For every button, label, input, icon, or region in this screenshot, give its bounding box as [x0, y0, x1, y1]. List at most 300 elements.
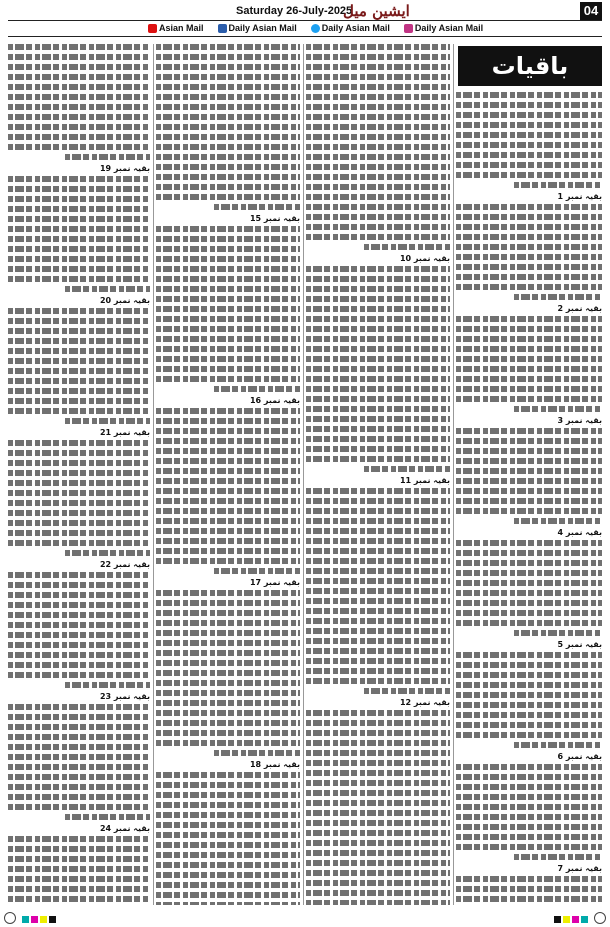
text-line — [156, 84, 300, 90]
text-line — [306, 134, 450, 140]
text-line — [8, 836, 150, 842]
text-line — [156, 832, 300, 838]
continuation-heading: بقیہ نمبر 7 — [557, 864, 602, 873]
text-line — [8, 876, 150, 882]
text-line — [156, 296, 300, 302]
continuation-heading: بقیہ نمبر 4 — [557, 528, 602, 537]
text-line — [156, 690, 300, 696]
text-line — [306, 194, 450, 200]
text-line — [456, 214, 602, 220]
text-line — [8, 114, 150, 120]
text-line — [156, 94, 300, 100]
continuation-heading: بقیہ نمبر 1 — [557, 192, 602, 201]
continuation-heading: بقیہ نمبر 20 — [99, 296, 150, 305]
text-line — [8, 176, 150, 182]
text-line — [8, 592, 150, 598]
text-line — [156, 842, 300, 848]
column-divider — [153, 44, 154, 905]
text-line — [306, 638, 450, 644]
continuation-heading: بقیہ نمبر 17 — [249, 578, 300, 587]
header-rule — [8, 20, 602, 21]
text-line — [8, 886, 150, 892]
text-line — [306, 74, 450, 80]
text-line — [156, 256, 300, 262]
color-swatches — [22, 916, 56, 923]
text-line — [306, 628, 450, 634]
text-line — [456, 132, 602, 138]
text-line — [8, 460, 150, 466]
text-line — [8, 378, 150, 384]
text-line — [456, 234, 602, 240]
text-line — [306, 568, 450, 574]
text-line — [8, 856, 150, 862]
text-line — [8, 246, 150, 252]
text-line — [456, 712, 602, 718]
text-line — [8, 714, 150, 720]
text-line — [456, 498, 602, 504]
text-line — [456, 122, 602, 128]
social-youtube[interactable]: Asian Mail — [148, 23, 204, 33]
text-line — [8, 764, 150, 770]
text-line — [456, 794, 602, 800]
continuation-heading: بقیہ نمبر 15 — [249, 214, 300, 223]
text-line — [306, 608, 450, 614]
text-line — [156, 134, 300, 140]
text-line — [456, 396, 602, 402]
text-line — [306, 518, 450, 524]
text-line — [8, 144, 150, 150]
text-line — [456, 428, 602, 434]
text-line — [306, 214, 450, 220]
text-line — [456, 336, 602, 342]
text-line — [8, 338, 150, 344]
text-line — [8, 206, 150, 212]
text-line — [306, 276, 450, 282]
text-line — [456, 824, 602, 830]
text-line — [306, 740, 450, 746]
text-line — [306, 114, 450, 120]
text-line — [156, 852, 300, 858]
continuation-heading: بقیہ نمبر 19 — [99, 164, 150, 173]
text-line — [156, 802, 300, 808]
text-line — [306, 44, 450, 50]
text-line — [8, 754, 150, 760]
text-line — [8, 632, 150, 638]
text-line — [306, 870, 450, 876]
text-line — [8, 672, 150, 678]
text-line — [156, 508, 300, 514]
text-line — [156, 366, 300, 372]
text-line — [8, 572, 150, 578]
text-line — [456, 876, 602, 882]
continuation-heading: بقیہ نمبر 24 — [99, 824, 150, 833]
text-line — [306, 266, 450, 272]
text-line — [156, 286, 300, 292]
text-line — [456, 570, 602, 576]
text-line — [8, 398, 150, 404]
text-line — [156, 194, 300, 200]
text-line — [8, 724, 150, 730]
text-line — [456, 834, 602, 840]
text-line — [156, 862, 300, 868]
text-line — [306, 64, 450, 70]
text-line — [8, 266, 150, 272]
text-line — [156, 498, 300, 504]
print-marks — [0, 911, 610, 927]
text-line — [156, 458, 300, 464]
text-line — [456, 346, 602, 352]
text-line — [156, 782, 300, 788]
text-line — [8, 226, 150, 232]
text-line — [456, 732, 602, 738]
youtube-icon — [148, 24, 157, 33]
text-line — [8, 530, 150, 536]
text-line — [306, 306, 450, 312]
text-line — [8, 318, 150, 324]
text-line — [306, 144, 450, 150]
text-line — [306, 810, 450, 816]
text-line — [156, 184, 300, 190]
page-header — [8, 2, 602, 40]
text-line — [156, 630, 300, 636]
text-line — [8, 794, 150, 800]
text-line — [306, 164, 450, 170]
text-line — [8, 774, 150, 780]
text-line — [306, 234, 450, 240]
text-line — [8, 500, 150, 506]
text-line — [156, 438, 300, 444]
text-line — [156, 528, 300, 534]
text-line — [156, 236, 300, 242]
text-line — [8, 450, 150, 456]
text-line — [456, 244, 602, 250]
text-line — [456, 886, 602, 892]
text-line — [514, 630, 602, 636]
text-line — [456, 112, 602, 118]
continuation-heading: بقیہ نمبر 5 — [557, 640, 602, 649]
text-line — [156, 376, 300, 382]
text-line — [306, 780, 450, 786]
text-line — [456, 682, 602, 688]
text-line — [306, 588, 450, 594]
text-line — [514, 406, 602, 412]
text-line — [156, 872, 300, 878]
text-line — [456, 458, 602, 464]
text-line — [306, 204, 450, 210]
text-line — [156, 306, 300, 312]
text-line — [306, 426, 450, 432]
text-line — [456, 896, 602, 902]
text-line — [456, 540, 602, 546]
text-line — [306, 406, 450, 412]
text-line — [8, 520, 150, 526]
text-line — [306, 446, 450, 452]
text-line — [456, 254, 602, 260]
text-line — [306, 174, 450, 180]
twitter-icon — [311, 24, 320, 33]
text-line — [156, 418, 300, 424]
social-facebook[interactable]: Daily Asian Mail — [218, 23, 297, 33]
text-line — [456, 764, 602, 770]
text-line — [306, 618, 450, 624]
text-line — [306, 880, 450, 886]
text-line — [306, 900, 450, 905]
text-line — [456, 814, 602, 820]
article-column — [8, 44, 150, 905]
text-line — [456, 662, 602, 668]
text-line — [156, 428, 300, 434]
text-line — [156, 720, 300, 726]
text-line — [156, 226, 300, 232]
text-line — [364, 688, 450, 694]
text-line — [156, 114, 300, 120]
text-line — [306, 296, 450, 302]
text-line — [306, 124, 450, 130]
continuation-heading: بقیہ نمبر 10 — [399, 254, 450, 263]
text-line — [156, 590, 300, 596]
text-line — [8, 440, 150, 446]
text-line — [156, 670, 300, 676]
text-line — [306, 366, 450, 372]
text-line — [456, 92, 602, 98]
text-line — [456, 692, 602, 698]
text-line — [65, 154, 150, 160]
text-line — [8, 784, 150, 790]
text-line — [456, 264, 602, 270]
text-line — [306, 508, 450, 514]
text-line — [456, 284, 602, 290]
text-line — [456, 550, 602, 556]
text-line — [156, 488, 300, 494]
social-instagram[interactable]: Daily Asian Mail — [404, 23, 483, 33]
text-line — [306, 456, 450, 462]
text-line — [156, 882, 300, 888]
newspaper-logo[interactable]: ایشین میل — [343, 2, 410, 20]
text-line — [156, 600, 300, 606]
text-line — [456, 386, 602, 392]
text-line — [306, 224, 450, 230]
text-line — [306, 154, 450, 160]
text-line — [306, 416, 450, 422]
text-line — [156, 822, 300, 828]
text-line — [306, 678, 450, 684]
text-line — [456, 610, 602, 616]
text-line — [156, 640, 300, 646]
text-line — [456, 448, 602, 454]
text-line — [514, 182, 602, 188]
text-line — [8, 652, 150, 658]
text-line — [156, 700, 300, 706]
text-line — [306, 860, 450, 866]
text-line — [8, 308, 150, 314]
text-line — [456, 774, 602, 780]
text-line — [306, 436, 450, 442]
text-line — [8, 622, 150, 628]
text-line — [65, 682, 150, 688]
text-line — [65, 418, 150, 424]
text-line — [65, 550, 150, 556]
text-line — [156, 54, 300, 60]
continuation-heading: بقیہ نمبر 2 — [557, 304, 602, 313]
text-line — [156, 518, 300, 524]
text-line — [456, 102, 602, 108]
text-line — [8, 74, 150, 80]
text-line — [306, 558, 450, 564]
text-line — [306, 820, 450, 826]
text-line — [156, 74, 300, 80]
text-line — [8, 256, 150, 262]
text-line — [456, 652, 602, 658]
text-line — [456, 478, 602, 484]
article-column — [456, 92, 602, 905]
facebook-icon — [218, 24, 227, 33]
text-line — [306, 488, 450, 494]
text-line — [514, 742, 602, 748]
text-line — [456, 580, 602, 586]
text-line — [156, 660, 300, 666]
text-line — [8, 348, 150, 354]
text-line — [306, 386, 450, 392]
text-line — [456, 224, 602, 230]
text-line — [456, 722, 602, 728]
continuation-heading: بقیہ نمبر 16 — [249, 396, 300, 405]
text-line — [65, 814, 150, 820]
text-line — [8, 358, 150, 364]
text-line — [514, 854, 602, 860]
text-line — [65, 286, 150, 292]
text-line — [306, 104, 450, 110]
text-line — [8, 510, 150, 516]
text-line — [306, 668, 450, 674]
text-line — [306, 840, 450, 846]
text-line — [306, 850, 450, 856]
text-line — [456, 590, 602, 596]
text-line — [306, 336, 450, 342]
text-line — [514, 294, 602, 300]
text-line — [456, 204, 602, 210]
text-line — [306, 890, 450, 896]
text-line — [156, 154, 300, 160]
text-line — [156, 336, 300, 342]
text-line — [306, 316, 450, 322]
text-line — [156, 346, 300, 352]
text-line — [456, 702, 602, 708]
text-line — [456, 468, 602, 474]
text-line — [456, 152, 602, 158]
text-line — [156, 44, 300, 50]
text-line — [456, 316, 602, 322]
text-line — [8, 744, 150, 750]
text-line — [306, 94, 450, 100]
continuation-heading: بقیہ نمبر 23 — [99, 692, 150, 701]
text-line — [306, 750, 450, 756]
text-line — [8, 328, 150, 334]
text-line — [156, 548, 300, 554]
text-line — [8, 612, 150, 618]
article-column — [156, 44, 300, 905]
text-line — [306, 578, 450, 584]
text-line — [456, 326, 602, 332]
social-twitter[interactable]: Daily Asian Mail — [311, 23, 390, 33]
text-line — [306, 84, 450, 90]
text-line — [306, 538, 450, 544]
text-line — [8, 134, 150, 140]
text-line — [8, 368, 150, 374]
text-line — [306, 498, 450, 504]
text-line — [156, 104, 300, 110]
text-line — [8, 582, 150, 588]
text-line — [8, 734, 150, 740]
text-line — [456, 560, 602, 566]
text-line — [456, 804, 602, 810]
registration-mark-icon — [4, 912, 16, 924]
text-line — [156, 650, 300, 656]
text-line — [156, 468, 300, 474]
text-line — [156, 356, 300, 362]
issue-date: Saturday 26-July-2025 — [236, 5, 353, 17]
article-column — [306, 44, 450, 905]
text-line — [156, 478, 300, 484]
text-line — [456, 438, 602, 444]
text-line — [156, 64, 300, 70]
text-line — [214, 568, 300, 574]
text-line — [156, 174, 300, 180]
text-line — [306, 184, 450, 190]
text-line — [456, 274, 602, 280]
text-line — [8, 54, 150, 60]
text-line — [8, 540, 150, 546]
text-line — [456, 844, 602, 850]
text-line — [156, 316, 300, 322]
text-line — [306, 346, 450, 352]
instagram-icon — [404, 24, 413, 33]
text-line — [306, 528, 450, 534]
text-line — [306, 658, 450, 664]
text-line — [8, 216, 150, 222]
text-line — [306, 830, 450, 836]
text-line — [156, 902, 300, 905]
text-line — [456, 488, 602, 494]
page-number: 04 — [580, 2, 602, 20]
text-line — [8, 196, 150, 202]
text-line — [456, 142, 602, 148]
text-line — [156, 448, 300, 454]
text-line — [8, 276, 150, 282]
text-line — [306, 286, 450, 292]
text-line — [156, 792, 300, 798]
text-line — [306, 356, 450, 362]
text-line — [8, 124, 150, 130]
text-line — [456, 162, 602, 168]
text-line — [156, 558, 300, 564]
text-line — [156, 124, 300, 130]
text-line — [456, 376, 602, 382]
text-line — [306, 396, 450, 402]
text-line — [306, 710, 450, 716]
text-line — [456, 172, 602, 178]
text-line — [156, 326, 300, 332]
text-line — [214, 386, 300, 392]
text-line — [306, 730, 450, 736]
text-line — [456, 672, 602, 678]
text-line — [514, 518, 602, 524]
text-line — [156, 144, 300, 150]
text-line — [8, 104, 150, 110]
text-line — [8, 704, 150, 710]
text-line — [456, 508, 602, 514]
text-line — [8, 470, 150, 476]
text-line — [8, 480, 150, 486]
